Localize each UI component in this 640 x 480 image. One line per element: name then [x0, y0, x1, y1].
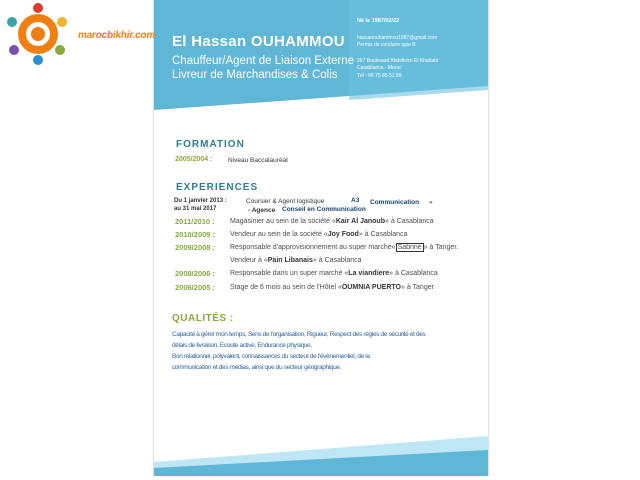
exp-first-date-1: Du 1 janvier 2013 : [174, 198, 227, 204]
formation-text: Niveau Baccalauréat [228, 157, 288, 164]
exp-first-text: Coursier & Agent logistique [246, 198, 325, 205]
qualites-title: QUALITÉS : [172, 313, 234, 324]
exp-first-quote: » [429, 199, 433, 206]
exp-row-3: Responsable d'approvisionnement au super marché« Sabrine » à Tanger. [230, 244, 459, 251]
qualites-line-3: Bon relationnel, polyvalent, connaissances du secteur de l'évènementiel, de la [172, 353, 370, 360]
qualites-line-2: délais de livraison, Ecoute active, Endurance physique, [172, 342, 312, 349]
exp-row-5: Responsable dans un super marché «La viandiere» à Casablanca [230, 270, 438, 277]
formation-title: FORMATION [176, 139, 245, 150]
experiences-title: EXPERIENCES [176, 182, 259, 193]
exp-date-1: 2011/2010 : [175, 217, 215, 226]
driving-license: Permis de conduire type B [357, 42, 416, 48]
highlight-box: Sabrine [397, 244, 422, 251]
exp-first-date-2: au 31 mai 2017 [174, 206, 217, 212]
exp-row-6: Stage de 6 mois au sein de l'Hôtel «OUMNIA PUERTO» à Tanger [230, 284, 434, 291]
birth-date: Né le 1987/02/22 [357, 18, 400, 24]
role-line-1: Chauffeur/Agent de Liaison Externe [172, 55, 354, 67]
address-line-1: 267 Boulevard Abdelkrim El Khattabi [357, 58, 439, 64]
site-name: marocbikhir.com [78, 30, 156, 41]
exp-row-4: Vendeur à «Pain Libanais» à Casablanca [230, 257, 362, 264]
site-logo-icon [2, 2, 74, 66]
exp-date-2: 2010/2009 : [175, 230, 216, 239]
exp-first-a3: A3 [351, 197, 360, 204]
exp-first-communication: Communication [370, 199, 420, 206]
exp-first-conseil: Conseil en Communication [282, 206, 366, 213]
qualites-line-4: communication et des médias, ainsi que du secteur géographique. [172, 364, 342, 371]
exp-first-agence: - Agence [248, 207, 276, 214]
footer-wave [154, 434, 488, 476]
phone: Tél : 06 75 85 51 89 [357, 73, 402, 79]
role-line-2: Livreur de Marchandises & Colis [172, 69, 338, 81]
email: hassanouhammou1987@gmail.com [357, 35, 438, 41]
qualites-line-1: Capacité à gérer mon temps, Sens de l'organisation, Rigueur, Respect des règles de sécurité et des [172, 331, 426, 338]
exp-date-5: 2008/2006 : [175, 269, 216, 278]
exp-row-2: Vendeur au sein de la société «Joy Food» à Casablanca [230, 231, 408, 238]
exp-date-3: 2009/2008 : [175, 243, 216, 252]
exp-date-6: 2006/2005 : [175, 283, 216, 292]
address-line-2: Casablanca - Maroc [357, 65, 402, 71]
formation-date: 2005/2004 : [175, 156, 213, 163]
exp-row-1: Magasinier au sein de la société «Kair Al Janoub» à Casablanca [230, 218, 434, 225]
candidate-name: El Hassan OUHAMMOU [172, 33, 345, 50]
